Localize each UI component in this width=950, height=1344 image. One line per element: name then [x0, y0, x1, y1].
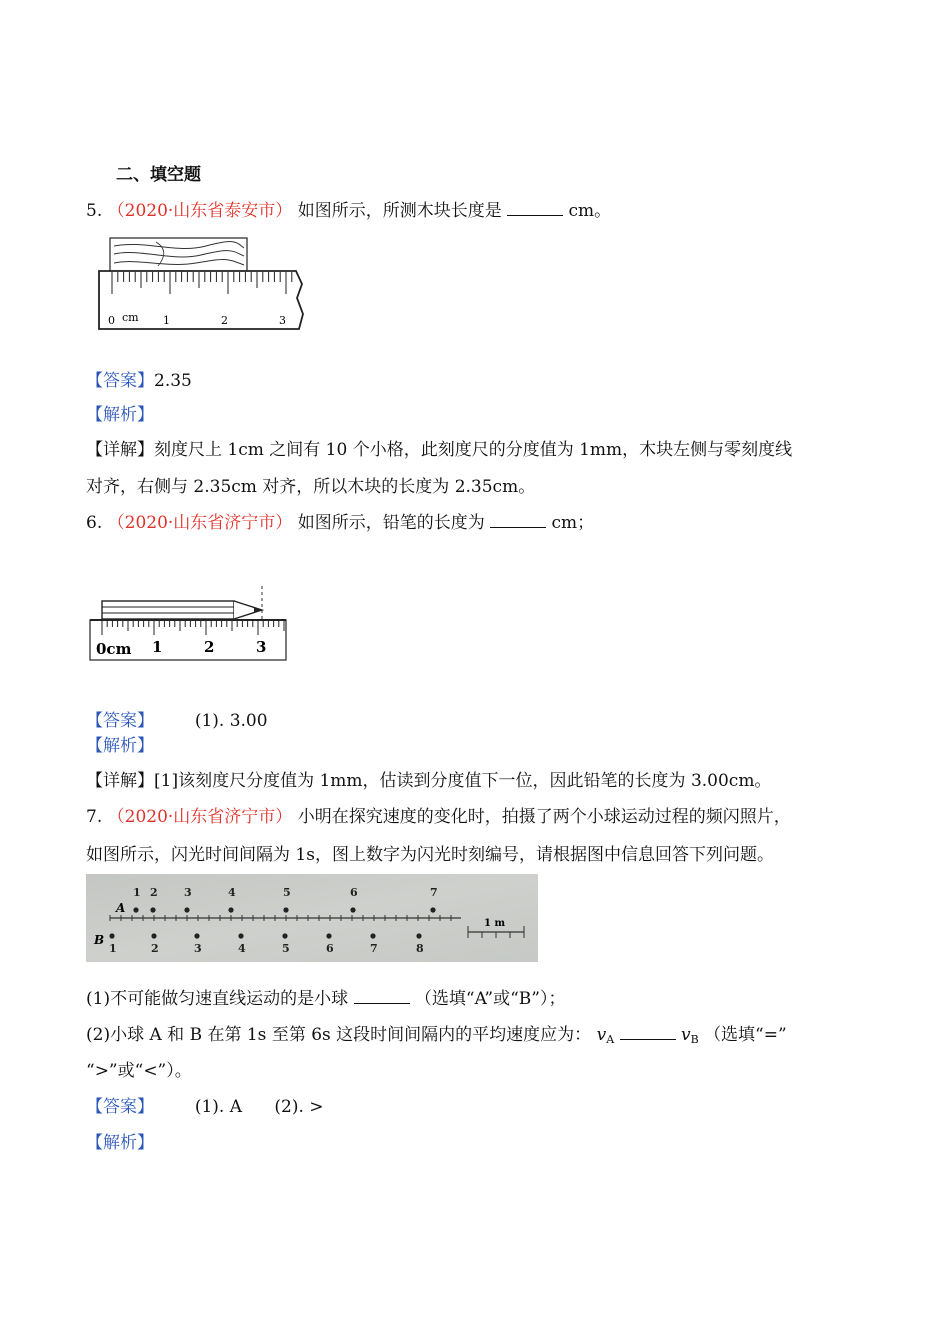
ball-a-position	[133, 907, 138, 912]
ball-a-position	[150, 907, 155, 912]
question-unit: cm。	[568, 201, 612, 221]
velocity-symbol-b: v	[680, 1025, 691, 1045]
ball-b-label: B	[94, 933, 105, 947]
ball-a-number: 1	[133, 886, 141, 899]
subscript-a: A	[606, 1033, 615, 1046]
ball-a-position	[283, 907, 288, 912]
detail-line-5a	[86, 435, 792, 460]
sub-question-hint: （选填“A”或“B”）；	[414, 989, 566, 1009]
detail-text: [1]该刻度尺分度值为 1mm，估读到分度值下一位，因此铅笔的长度为 3.00cm。	[154, 771, 772, 791]
answer-value: 2.35	[154, 371, 192, 391]
answer-blank	[620, 1020, 676, 1040]
ball-b-position	[151, 933, 156, 938]
ball-b-position	[416, 933, 421, 938]
detail-text: 刻度尺上 1cm 之间有 10 个小格，此刻度尺的分度值为 1mm，木块左侧与零刻度线	[154, 440, 793, 460]
answer-blank	[354, 984, 410, 1004]
ball-a-number: 2	[150, 886, 158, 899]
analysis-tag-7: 【解析】	[86, 1133, 154, 1153]
question-text: 如图所示，铅笔的长度为	[297, 513, 485, 533]
question-text: 如图所示，所测木块长度是	[297, 201, 502, 221]
tick-label-0cm: 0cm	[96, 640, 132, 658]
question-6	[86, 508, 594, 533]
question-number: 7.	[86, 807, 103, 827]
question-7-line1	[86, 802, 791, 827]
sub-question-text: (1)不可能做匀速直线运动的是小球	[86, 989, 349, 1009]
ball-b-position	[326, 933, 331, 938]
question-unit: cm；	[551, 513, 595, 533]
ball-a-number: 3	[184, 886, 192, 899]
detail-tag: 【详解】	[86, 771, 154, 791]
analysis-tag-5: 【解析】	[86, 405, 154, 425]
ball-a-position	[228, 907, 233, 912]
sub-question-2	[86, 1020, 787, 1046]
question-source: （2020·山东省济宁市）	[107, 807, 293, 827]
answer-blank	[490, 508, 546, 528]
answer-tag: 【答案】	[86, 1097, 154, 1117]
tick-label-1: 1	[163, 314, 170, 327]
question-5	[86, 196, 611, 221]
ball-b-number: 2	[151, 942, 159, 955]
question-text: 小明在探究速度的变化时，拍摄了两个小球运动过程的频闪照片，	[297, 807, 791, 827]
ball-b-position	[282, 933, 287, 938]
question-7-line2: 如图所示，闪光时间间隔为 1s，图上数字为闪光时刻编号，请根据图中信息回答下列问题。	[86, 845, 774, 865]
ball-b-number: 5	[282, 942, 290, 955]
sub-question-1	[86, 984, 565, 1009]
ball-b-number: 7	[370, 942, 378, 955]
ball-b-number: 1	[109, 942, 117, 955]
detail-line-6	[86, 766, 771, 791]
scale-label: 1 m	[484, 918, 506, 929]
ball-b-number: 6	[326, 942, 334, 955]
tick-label-1: 1	[152, 638, 163, 656]
ball-b-position	[238, 933, 243, 938]
answer-tag: 【答案】	[86, 371, 154, 391]
tick-label-0: 0	[108, 314, 115, 327]
ball-b-position	[194, 933, 199, 938]
unit-label-cm: cm	[122, 311, 139, 324]
answer-value: (1). 3.00	[194, 711, 268, 731]
answer-line-5	[86, 366, 192, 391]
ball-b-position	[370, 933, 375, 938]
detail-line-5b: 对齐，右侧与 2.35cm 对齐，所以木块的长度为 2.35cm。	[86, 477, 536, 497]
ball-a-label: A	[116, 901, 126, 915]
ball-b-number: 3	[194, 942, 202, 955]
sub-question-hint: （选填“=”	[704, 1025, 787, 1045]
pencil-ruler-figure	[86, 584, 291, 664]
analysis-tag-6: 【解析】	[86, 736, 154, 756]
detail-tag: 【详解】	[86, 440, 154, 460]
ball-b-number: 4	[238, 942, 246, 955]
ball-a-number: 6	[350, 886, 358, 899]
ball-a-position	[430, 907, 435, 912]
sub-question-text: (2)小球 A 和 B 在第 1s 至第 6s 这段时间间隔内的平均速度应为：	[86, 1025, 592, 1045]
answer-tag: 【答案】	[86, 711, 154, 731]
question-number: 5.	[86, 201, 103, 221]
answer-line-7	[86, 1092, 324, 1117]
tick-label-3: 3	[256, 638, 267, 656]
question-number: 6.	[86, 513, 103, 533]
question-source: （2020·山东省济宁市）	[107, 513, 293, 533]
velocity-symbol-a: v	[596, 1025, 607, 1045]
ruler-wood-figure	[96, 236, 311, 334]
ball-a-position	[350, 907, 355, 912]
tick-label-3: 3	[279, 314, 286, 327]
subscript-b: B	[690, 1033, 699, 1046]
ball-a-number: 5	[283, 886, 291, 899]
strobe-photo-figure	[86, 874, 538, 962]
ball-b-position	[109, 933, 114, 938]
answer-blank	[507, 196, 563, 216]
question-source: （2020·山东省泰安市）	[107, 201, 293, 221]
ball-b-number: 8	[416, 942, 424, 955]
ball-a-number: 7	[430, 886, 438, 899]
tick-label-2: 2	[204, 638, 215, 656]
answer-line-6	[86, 706, 268, 731]
section-title: 二、填空题	[116, 165, 201, 185]
sub-question-2-line2: “>”或“<”）。	[86, 1061, 192, 1081]
tick-label-2: 2	[221, 314, 228, 327]
ball-a-position	[184, 907, 189, 912]
ball-a-number: 4	[228, 886, 236, 899]
answer-value: (1). A (2). >	[194, 1097, 324, 1117]
